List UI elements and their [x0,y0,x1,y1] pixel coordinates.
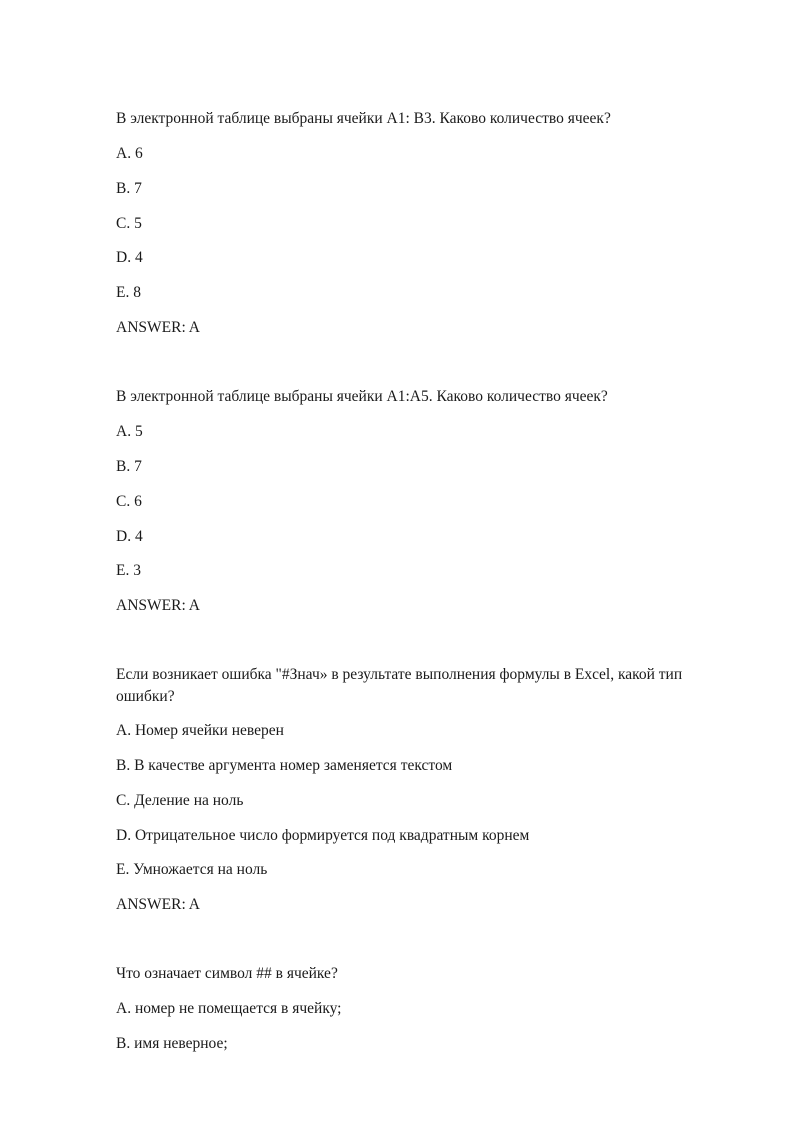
question-2-option-d: D. 4 [116,528,143,545]
question-3-option-e: E. Умножается на ноль [116,861,268,878]
question-2-option-e: E. 3 [116,562,141,579]
question-2-option-c: C. 6 [116,493,142,510]
question-3-text: Если возникает ошибка "#Знач» в результате выполнения формулы в Excel, какой тип ошибки? [116,666,683,705]
question-4-option-b: B. имя неверное; [116,1035,228,1052]
question-1-option-b: B. 7 [116,180,142,197]
question-1-option-d: D. 4 [116,249,143,266]
question-3-option-d: D. Отрицательное число формируется под квадратным корнем [116,827,530,844]
question-4-option-a: A. номер не помещается в ячейку; [116,1000,342,1017]
question-2-text: В электронной таблице выбраны ячейки A1:A5. Каково количество ячеек? [116,388,608,405]
question-4-text: Что означает символ ## в ячейке? [116,965,338,982]
question-2-option-a: A. 5 [116,423,143,440]
question-2-answer: ANSWER: A [116,597,200,614]
question-2-option-b: B. 7 [116,458,142,475]
question-1-option-e: E. 8 [116,284,141,301]
question-3-answer: ANSWER: A [116,896,200,913]
question-3-option-a: A. Номер ячейки неверен [116,722,284,739]
question-1-option-c: C. 5 [116,215,142,232]
question-1-answer: ANSWER: A [116,319,200,336]
question-3-option-c: C. Деление на ноль [116,792,244,809]
question-3-option-b: B. В качестве аргумента номер заменяется текстом [116,757,453,774]
question-1-option-a: A. 6 [116,145,143,162]
question-1-text: В электронной таблице выбраны ячейки A1: B3. Каково количество ячеек? [116,110,611,127]
